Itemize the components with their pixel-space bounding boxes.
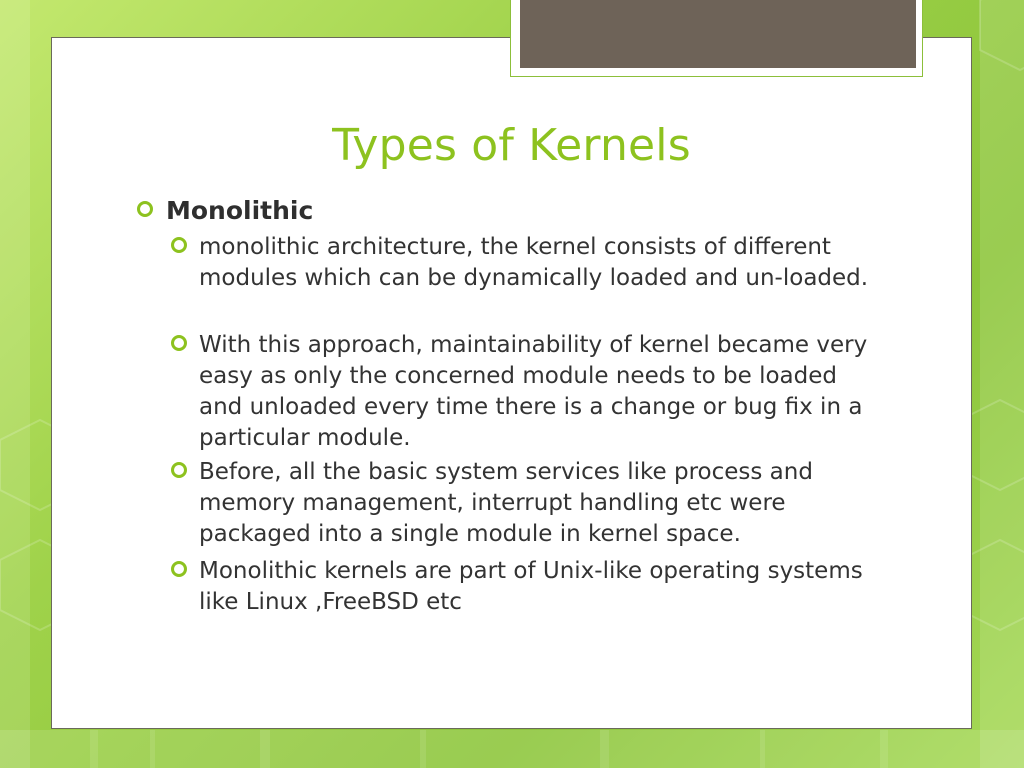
list-item: monolithic architecture, the kernel consists of different modules which can be dynamically loaded and un-loaded.: [199, 234, 869, 291]
section-heading: Monolithic: [166, 196, 314, 225]
bullet-circle-icon: [171, 335, 187, 351]
bullet-circle-icon: [137, 201, 153, 217]
bullet-circle-icon: [171, 462, 187, 478]
list-item: With this approach, maintainability of kernel became very easy as only the concerned module needs to be loaded and unloaded every time there is a change or bug fix in a particular module.: [199, 332, 868, 451]
header-tab-block: [520, 0, 916, 68]
slide-title: Types of Kernels: [332, 120, 691, 171]
bullet-circle-icon: [171, 561, 187, 577]
bullet-circle-icon: [171, 237, 187, 253]
list-item: Before, all the basic system services like process and memory management, interrupt handling etc were packaged into a single module in kernel space.: [199, 459, 813, 547]
list-item: Monolithic kernels are part of Unix-like operating systems like Linux ,FreeBSD etc: [199, 558, 863, 615]
